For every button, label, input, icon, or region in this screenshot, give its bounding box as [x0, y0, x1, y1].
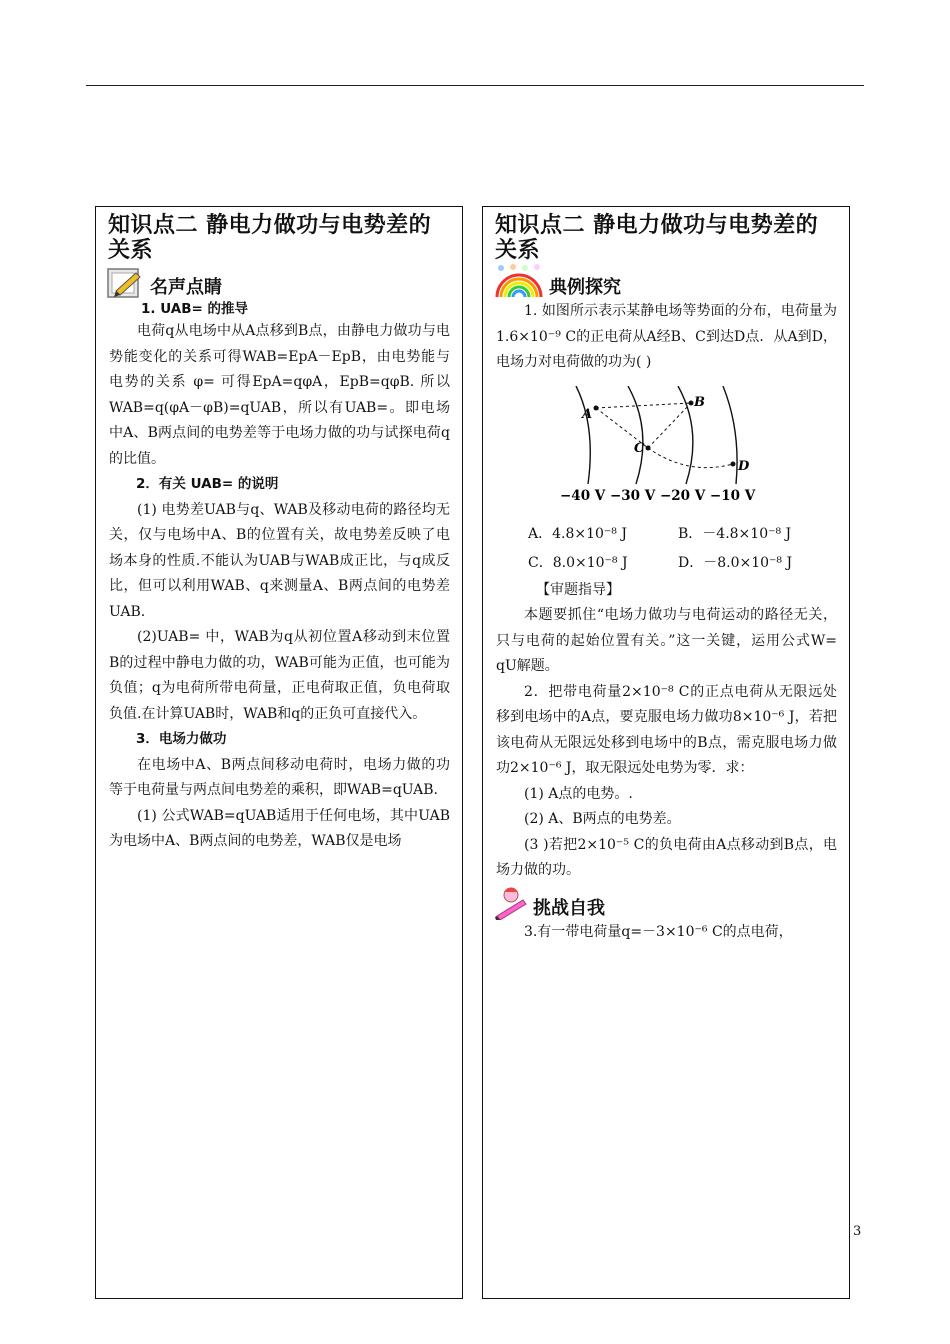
left-column [95, 206, 463, 1299]
left-paragraph-5: (1) 公式WAB=qUAB适用于任何电场，其中UAB为电场中A、B两点间的电势差，WAB仅是电场 [109, 807, 450, 849]
right-column [482, 206, 850, 1299]
right-body-1 [496, 299, 837, 376]
right-title: 知识点二 静电力做功与电势差的关系 [495, 213, 819, 263]
left-paragraph-3: (2)UAB= 中，WAB为q从初位置A移动到末位置B的过程中静电力做的功，WAB可能为正值，也可能为负值；q为电荷所带电荷量，正电荷取正值，负电荷取负值.在计算UAB时，WAB和q的正负可直接代入。 [109, 629, 450, 722]
option-d: D．－8.0×10⁻⁸ J [678, 554, 793, 571]
left-title: 知识点二 静电力做功与电势差的关系 [108, 213, 432, 263]
question-2a: (1) A点的电势。. [524, 785, 633, 802]
right-section-label-1: 典例探究 [549, 277, 621, 298]
left-heading-1: 1. UAB= 的推导 [141, 301, 249, 317]
question-1: 1. 如图所示表示某静电场等势面的分布，电荷量为1.6×10⁻⁹ C的正电荷从A经B、C到达D点．从A到D，电场力对电荷做的功为( ) [496, 303, 837, 370]
left-body [109, 319, 450, 855]
point-d-label: D [738, 458, 750, 474]
left-section-label: 名声点睛 [150, 277, 222, 298]
option-a: A．4.8×10⁻⁸ J [528, 525, 627, 542]
potential-axis-labels: −40 V −30 V −20 V −10 V [560, 487, 756, 504]
question-3: 3.有一带电荷量q=－3×10⁻⁶ C的点电荷， [524, 923, 793, 940]
question-2c: (3 )若把2×10⁻⁵ C的负电荷由A点移动到B点，电场力做的功。 [496, 836, 837, 878]
left-heading-2: 2．有关 UAB= 的说明 [136, 476, 279, 492]
pencil-kid-icon [493, 886, 529, 920]
rainbow-icon [493, 263, 545, 299]
answer-options [528, 520, 849, 578]
right-body-3 [496, 920, 837, 946]
guide-text: 本题要抓住“电场力做功与电荷运动的路径无关，只与电荷的起始位置有关。”这一关键，运用公式W= qU解题。 [496, 607, 837, 674]
guide-title: 【审题指导】 [536, 581, 620, 598]
right-body-2 [496, 578, 837, 884]
left-heading-3: 3．电场力做功 [136, 731, 227, 747]
question-2b: (2) A、B两点的电势差。 [524, 811, 681, 827]
option-b: B．－4.8×10⁻⁸ J [678, 525, 792, 542]
right-section-head-2 [493, 888, 849, 920]
point-c-label: C [634, 440, 645, 456]
left-paragraph-4: 在电场中A、B两点间移动电荷时，电场力做的功等于电荷量与两点间电势差的乘积，即WAB=qUAB. [109, 756, 450, 798]
option-c: C．8.0×10⁻⁸ J [528, 554, 628, 571]
equipotential-figure [558, 386, 768, 516]
right-section-head-1 [493, 267, 849, 299]
page-number: 3 [853, 1224, 862, 1239]
left-paragraph-2: (1) 电势差UAB与q、WAB及移动电荷的路径均无关，仅与电场中A、B的位置有关，故电势差反映了电场本身的性质.不能认为UAB与WAB成正比，与q成反比，但可以利用WAB、q来测量A、B两点间的电势差UAB. [109, 501, 450, 620]
right-section-label-2: 挑战自我 [533, 897, 605, 919]
header-rule [86, 85, 864, 86]
point-a-label: A [582, 406, 593, 422]
left-section-head [106, 267, 462, 299]
question-2: 2．把带电荷量2×10⁻⁸ C的正点电荷从无限远处移到电场中的A点，要克服电场力做功8×10⁻⁶ J，若把该电荷从无限远处移到电场中的B点，需克服电场力做功2×10⁻⁶ J，取无限远处电势为零．求： [496, 683, 837, 776]
pencil-note-icon [106, 267, 146, 299]
point-b-label: B [694, 394, 705, 410]
left-paragraph-1: 电荷q从电场中从A点移到B点，由静电力做功与电势能变化的关系可得WAB=EpA－EpB，由电势能与电势的关系 φ= 可得EpA=qφA，EpB=qφB. 所以WAB=q(φA－φB)=qUAB，所以有UAB=。即电场中A、B两点间的电势差等于电场力做的功与试探电荷q的比值。 [109, 323, 450, 467]
